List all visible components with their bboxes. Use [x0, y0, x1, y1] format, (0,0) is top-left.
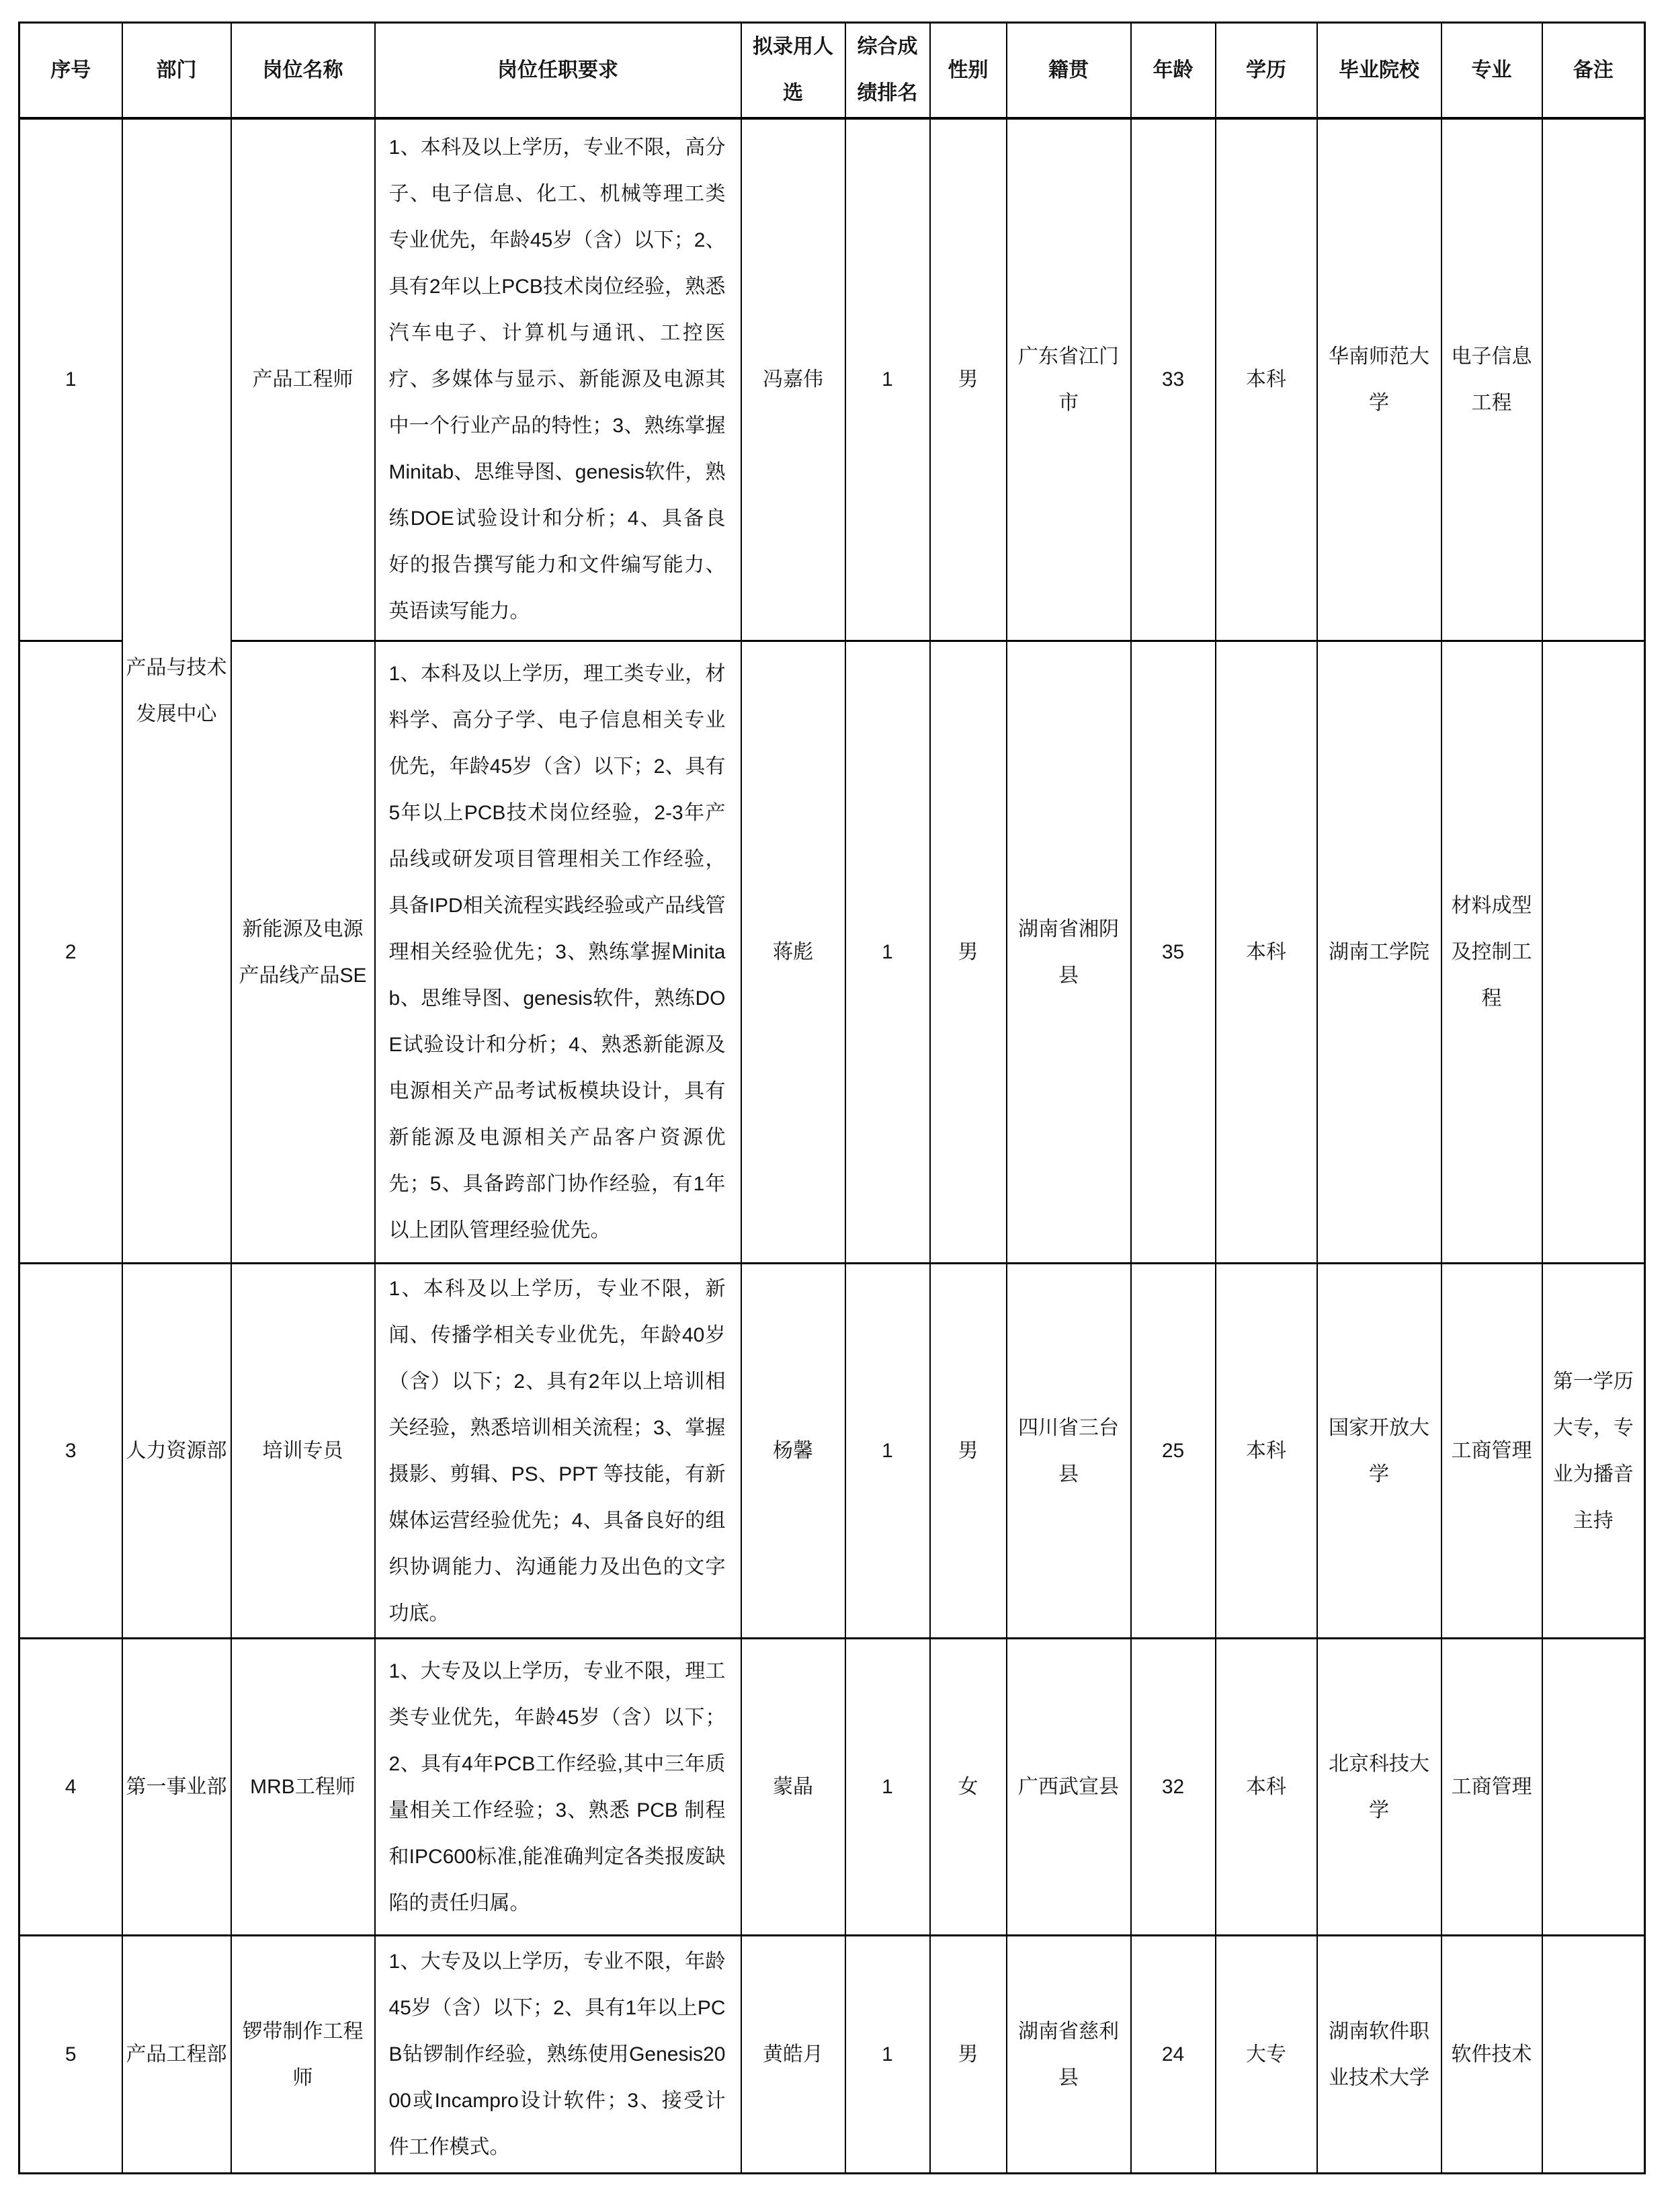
table-row — [19, 641, 1645, 1264]
cell-position: 新能源及电源产品线产品SE — [231, 641, 375, 1264]
cell-age: 32 — [1131, 1639, 1216, 1936]
cell-gender: 男 — [930, 1936, 1007, 2174]
cell-position: 锣带制作工程师 — [231, 1936, 375, 2174]
table-row — [19, 118, 1645, 641]
header-candidate: 拟录用人选 — [741, 23, 845, 118]
cell-age: 25 — [1131, 1264, 1216, 1639]
cell-school: 湖南软件职业技术大学 — [1317, 1936, 1441, 2174]
cell-requirements: 1、本科及以上学历，专业不限，高分子、电子信息、化工、机械等理工类专业优先，年龄45岁（含）以下；2、具有2年以上PCB技术岗位经验，熟悉汽车电子、计算机与通讯、工控医疗、多媒体与显示、新能源及电源其中一个行业产品的特性；3、熟练掌握Minitab、思维导图、genesis软件，熟练DOE试验设计和分析；4、具备良好的报告撰写能力和文件编写能力、英语读写能力。 — [375, 118, 741, 641]
cell-remark — [1542, 641, 1645, 1264]
cell-gender: 男 — [930, 118, 1007, 641]
header-education: 学历 — [1216, 23, 1317, 118]
cell-department: 第一事业部 — [122, 1639, 231, 1936]
cell-education: 本科 — [1216, 1264, 1317, 1639]
cell-department: 产品工程部 — [122, 1936, 231, 2174]
cell-native-place: 湖南省湘阴县 — [1007, 641, 1131, 1264]
cell-native-place: 广东省江门市 — [1007, 118, 1131, 641]
cell-major: 工商管理 — [1441, 1264, 1542, 1639]
header-department: 部门 — [122, 23, 231, 118]
cell-gender: 女 — [930, 1639, 1007, 1936]
cell-rank: 1 — [845, 641, 930, 1264]
cell-remark: 第一学历大专，专业为播音主持 — [1542, 1264, 1645, 1639]
cell-age: 33 — [1131, 118, 1216, 641]
recruitment-roster-table — [18, 22, 1646, 2174]
header-gender: 性别 — [930, 23, 1007, 118]
cell-major: 材料成型及控制工程 — [1441, 641, 1542, 1264]
cell-rank: 1 — [845, 1936, 930, 2174]
header-row — [19, 23, 1645, 118]
header-major: 专业 — [1441, 23, 1542, 118]
header-rank: 综合成绩排名 — [845, 23, 930, 118]
cell-candidate: 冯嘉伟 — [741, 118, 845, 641]
header-native-place: 籍贯 — [1007, 23, 1131, 118]
header-position: 岗位名称 — [231, 23, 375, 118]
cell-native-place: 湖南省慈利县 — [1007, 1936, 1131, 2174]
cell-index: 4 — [19, 1639, 122, 1936]
cell-rank: 1 — [845, 1264, 930, 1639]
header-school: 毕业院校 — [1317, 23, 1441, 118]
cell-rank: 1 — [845, 1639, 930, 1936]
cell-remark — [1542, 118, 1645, 641]
header-requirements: 岗位任职要求 — [375, 23, 741, 118]
cell-remark — [1542, 1936, 1645, 2174]
cell-requirements: 1、本科及以上学历，专业不限，新闻、传播学相关专业优先，年龄40岁（含）以下；2、具有2年以上培训相关经验，熟悉培训相关流程；3、掌握摄影、剪辑、PS、PPT 等技能，有新媒体运营经验优先；4、具备良好的组织协调能力、沟通能力及出色的文字功底。 — [375, 1264, 741, 1639]
header-age: 年龄 — [1131, 23, 1216, 118]
cell-education: 大专 — [1216, 1936, 1317, 2174]
cell-age: 24 — [1131, 1936, 1216, 2174]
cell-index: 2 — [19, 641, 122, 1264]
table-row — [19, 1264, 1645, 1639]
cell-major: 电子信息工程 — [1441, 118, 1542, 641]
cell-position: 培训专员 — [231, 1264, 375, 1639]
cell-position: MRB工程师 — [231, 1639, 375, 1936]
cell-native-place: 广西武宣县 — [1007, 1639, 1131, 1936]
cell-remark — [1542, 1639, 1645, 1936]
cell-department: 人力资源部 — [122, 1264, 231, 1639]
cell-school: 湖南工学院 — [1317, 641, 1441, 1264]
cell-education: 本科 — [1216, 118, 1317, 641]
cell-age: 35 — [1131, 641, 1216, 1264]
cell-school: 国家开放大学 — [1317, 1264, 1441, 1639]
table-row — [19, 1936, 1645, 2174]
cell-gender: 男 — [930, 1264, 1007, 1639]
cell-education: 本科 — [1216, 1639, 1317, 1936]
cell-rank: 1 — [845, 118, 930, 641]
cell-candidate: 蒋彪 — [741, 641, 845, 1264]
cell-index: 3 — [19, 1264, 122, 1639]
cell-position: 产品工程师 — [231, 118, 375, 641]
cell-requirements: 1、大专及以上学历，专业不限，年龄45岁（含）以下；2、具有1年以上PCB钻锣制作经验，熟练使用Genesis2000或Incampro设计软件；3、接受计件工作模式。 — [375, 1936, 741, 2174]
cell-education: 本科 — [1216, 641, 1317, 1264]
cell-index: 5 — [19, 1936, 122, 2174]
cell-candidate: 杨馨 — [741, 1264, 845, 1639]
cell-major: 工商管理 — [1441, 1639, 1542, 1936]
header-index: 序号 — [19, 23, 122, 118]
cell-requirements: 1、大专及以上学历，专业不限，理工类专业优先，年龄45岁（含）以下；2、具有4年PCB工作经验,其中三年质量相关工作经验；3、熟悉 PCB 制程和IPC600标准,能准确判定各类报废缺陷的责任归属。 — [375, 1639, 741, 1936]
cell-school: 华南师范大学 — [1317, 118, 1441, 641]
cell-candidate: 黄皓月 — [741, 1936, 845, 2174]
cell-native-place: 四川省三台县 — [1007, 1264, 1131, 1639]
cell-index: 1 — [19, 118, 122, 641]
cell-department: 产品与技术发展中心 — [122, 118, 231, 1264]
cell-gender: 男 — [930, 641, 1007, 1264]
table-row — [19, 1639, 1645, 1936]
cell-school: 北京科技大学 — [1317, 1639, 1441, 1936]
header-remark: 备注 — [1542, 23, 1645, 118]
cell-major: 软件技术 — [1441, 1936, 1542, 2174]
cell-candidate: 蒙晶 — [741, 1639, 845, 1936]
cell-requirements: 1、本科及以上学历，理工类专业，材料学、高分子学、电子信息相关专业优先，年龄45岁（含）以下；2、具有5年以上PCB技术岗位经验，2-3年产品线或研发项目管理相关工作经验，具备IPD相关流程实践经验或产品线管理相关经验优先；3、熟练掌握Minitab、思维导图、genesis软件，熟练DOE试验设计和分析；4、熟悉新能源及电源相关产品考试板模块设计，具有新能源及电源相关产品客户资源优先；5、具备跨部门协作经验，有1年以上团队管理经验优先。 — [375, 641, 741, 1264]
